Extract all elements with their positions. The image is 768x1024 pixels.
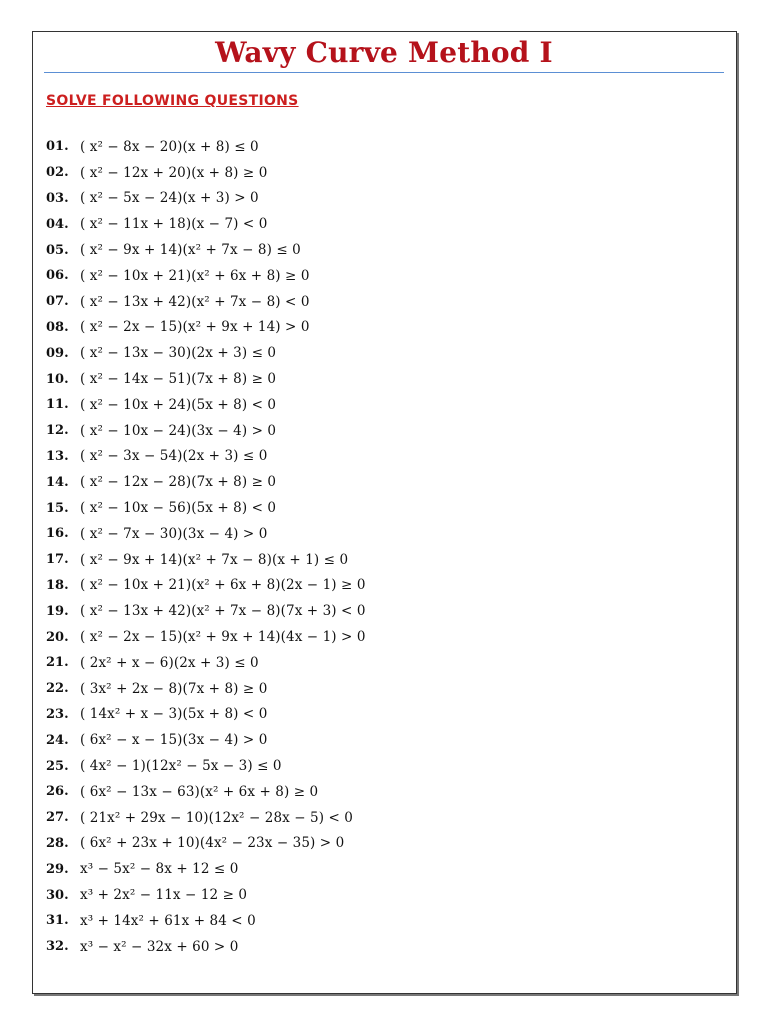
question-item xyxy=(46,779,366,805)
question-expression: ( x² − 10x + 21)(x² + 6x + 8)(2x − 1) ≥ 0 xyxy=(80,577,366,594)
question-expression: ( 6x² − 13x − 63)(x² + 6x + 8) ≥ 0 xyxy=(80,783,319,800)
question-expression: ( x² − 14x − 51)(7x + 8) ≥ 0 xyxy=(80,371,277,388)
question-expression: ( 4x² − 1)(12x² − 5x − 3) ≤ 0 xyxy=(80,758,282,775)
question-item xyxy=(46,753,366,779)
question-number: 17. xyxy=(46,552,69,568)
question-expression: ( 14x² + x − 3)(5x + 8) < 0 xyxy=(80,706,268,723)
question-number: 13. xyxy=(46,448,69,464)
question-number: 05. xyxy=(46,242,69,258)
question-item xyxy=(46,444,366,470)
question-item xyxy=(46,727,366,753)
question-number: 25. xyxy=(46,758,69,774)
question-item xyxy=(46,289,366,315)
question-item xyxy=(46,521,366,547)
question-expression: ( x² − 5x − 24)(x + 3) > 0 xyxy=(80,190,259,207)
question-number: 30. xyxy=(46,887,69,903)
question-number: 28. xyxy=(46,835,69,851)
question-expression: ( x² − 9x + 14)(x² + 7x − 8)(x + 1) ≤ 0 xyxy=(80,551,349,568)
question-item xyxy=(46,856,366,882)
title-divider xyxy=(44,72,724,73)
question-expression: x³ − 5x² − 8x + 12 ≤ 0 xyxy=(80,861,239,878)
question-number: 32. xyxy=(46,939,69,955)
question-number: 26. xyxy=(46,784,69,800)
question-expression: ( x² − 7x − 30)(3x − 4) > 0 xyxy=(80,525,268,542)
question-number: 07. xyxy=(46,294,69,310)
question-expression: ( x² − 11x + 18)(x − 7) < 0 xyxy=(80,216,268,233)
question-number: 12. xyxy=(46,423,69,439)
question-number: 27. xyxy=(46,810,69,826)
question-list xyxy=(46,134,366,960)
question-expression: ( 21x² + 29x − 10)(12x² − 28x − 5) < 0 xyxy=(80,809,353,826)
question-expression: ( x² − 13x + 42)(x² + 7x − 8)(7x + 3) < 0 xyxy=(80,603,366,620)
page-title: Wavy Curve Method I xyxy=(215,36,553,69)
question-number: 31. xyxy=(46,913,69,929)
question-number: 06. xyxy=(46,268,69,284)
question-item xyxy=(46,650,366,676)
question-expression: ( x² − 10x + 24)(5x + 8) < 0 xyxy=(80,396,277,413)
question-expression: x³ + 14x² + 61x + 84 < 0 xyxy=(80,912,256,929)
question-number: 02. xyxy=(46,165,69,181)
question-item xyxy=(46,315,366,341)
question-expression: ( x² − 8x − 20)(x + 8) ≤ 0 xyxy=(80,138,259,155)
question-expression: ( x² − 10x − 24)(3x − 4) > 0 xyxy=(80,422,277,439)
question-item xyxy=(46,624,366,650)
question-expression: ( 6x² − x − 15)(3x − 4) > 0 xyxy=(80,732,268,749)
question-number: 15. xyxy=(46,500,69,516)
question-number: 11. xyxy=(46,397,69,413)
question-number: 22. xyxy=(46,681,69,697)
question-expression: x³ − x² − 32x + 60 > 0 xyxy=(80,938,239,955)
question-number: 20. xyxy=(46,629,69,645)
question-expression: ( 2x² + x − 6)(2x + 3) ≤ 0 xyxy=(80,654,259,671)
question-expression: ( x² − 13x + 42)(x² + 7x − 8) < 0 xyxy=(80,293,310,310)
question-item xyxy=(46,211,366,237)
question-item xyxy=(46,573,366,599)
question-item xyxy=(46,134,366,160)
question-number: 29. xyxy=(46,861,69,877)
question-item xyxy=(46,392,366,418)
question-number: 16. xyxy=(46,526,69,542)
question-number: 04. xyxy=(46,216,69,232)
question-expression: ( x² − 2x − 15)(x² + 9x + 14) > 0 xyxy=(80,319,310,336)
question-number: 19. xyxy=(46,603,69,619)
question-item xyxy=(46,547,366,573)
question-expression: x³ + 2x² − 11x − 12 ≥ 0 xyxy=(80,887,248,903)
question-item xyxy=(46,934,366,960)
question-expression: ( 3x² + 2x − 8)(7x + 8) ≥ 0 xyxy=(80,680,268,697)
question-expression: ( x² − 3x − 54)(2x + 3) ≤ 0 xyxy=(80,448,268,465)
question-item xyxy=(46,805,366,831)
section-heading: SOLVE FOLLOWING QUESTIONS xyxy=(46,93,299,109)
question-number: 10. xyxy=(46,371,69,387)
question-expression: ( x² − 9x + 14)(x² + 7x − 8) ≤ 0 xyxy=(80,242,301,259)
question-item xyxy=(46,469,366,495)
question-number: 08. xyxy=(46,319,69,335)
question-item xyxy=(46,366,366,392)
question-item xyxy=(46,418,366,444)
question-expression: ( x² − 12x + 20)(x + 8) ≥ 0 xyxy=(80,164,268,181)
question-item xyxy=(46,908,366,934)
question-number: 23. xyxy=(46,706,69,722)
question-item xyxy=(46,186,366,212)
question-expression: ( x² − 2x − 15)(x² + 9x + 14)(4x − 1) > 0 xyxy=(80,629,366,646)
question-expression: ( 6x² + 23x + 10)(4x² − 23x − 35) > 0 xyxy=(80,835,345,852)
question-item xyxy=(46,831,366,857)
question-item xyxy=(46,495,366,521)
question-expression: ( x² − 12x − 28)(7x + 8) ≥ 0 xyxy=(80,474,277,491)
question-number: 18. xyxy=(46,577,69,593)
question-number: 03. xyxy=(46,190,69,206)
question-item xyxy=(46,882,366,908)
question-number: 14. xyxy=(46,474,69,490)
question-item xyxy=(46,598,366,624)
question-number: 21. xyxy=(46,655,69,671)
question-item xyxy=(46,160,366,186)
question-item xyxy=(46,676,366,702)
question-item xyxy=(46,263,366,289)
question-item xyxy=(46,237,366,263)
question-number: 01. xyxy=(46,139,69,155)
question-number: 24. xyxy=(46,732,69,748)
question-expression: ( x² − 10x + 21)(x² + 6x + 8) ≥ 0 xyxy=(80,267,310,284)
question-item xyxy=(46,340,366,366)
question-number: 09. xyxy=(46,345,69,361)
question-item xyxy=(46,702,366,728)
question-expression: ( x² − 13x − 30)(2x + 3) ≤ 0 xyxy=(80,345,277,362)
question-expression: ( x² − 10x − 56)(5x + 8) < 0 xyxy=(80,500,277,517)
